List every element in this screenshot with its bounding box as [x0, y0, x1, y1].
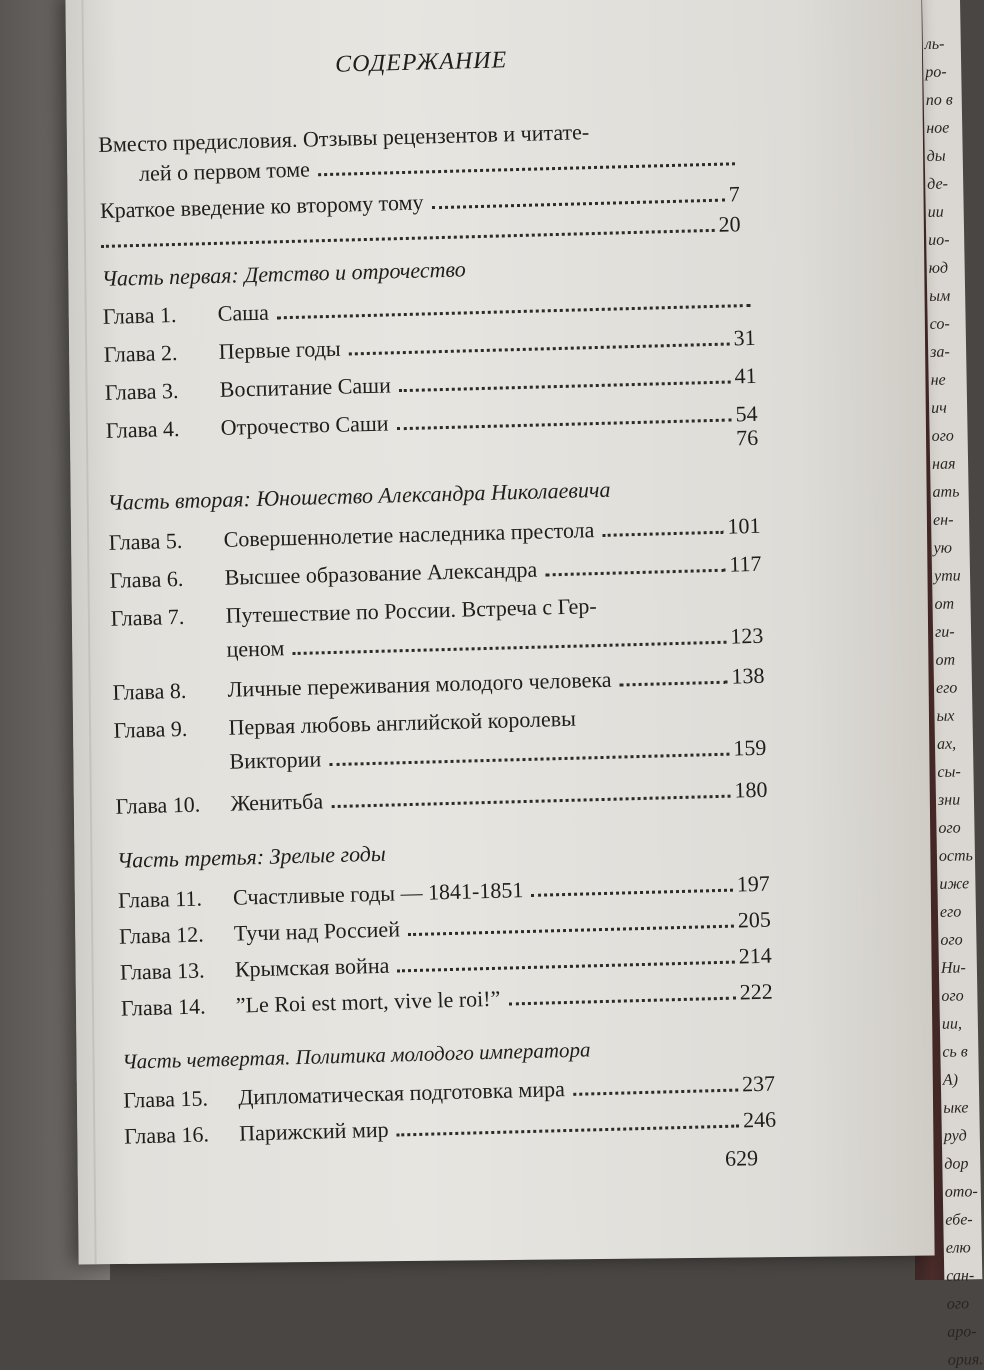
chapter-title-cont: Виктории	[229, 746, 322, 774]
leader-dots	[397, 961, 735, 973]
leader-dots	[318, 162, 735, 176]
chapter-title: Первая любовь английской королевы	[228, 705, 577, 740]
leader-dots	[508, 997, 735, 1006]
facing-fragment: аро-	[947, 1323, 977, 1341]
intro-line1: Вместо предисловия. Отзывы рецензентов и читате-	[97, 119, 590, 157]
facing-fragment: со-	[929, 315, 950, 333]
part-label: Часть вторая:	[107, 486, 252, 515]
facing-fragment: ую	[933, 539, 953, 557]
facing-fragment: не	[930, 371, 946, 389]
page-number: 76	[735, 424, 759, 451]
part-title: Зрелые годы	[269, 840, 387, 869]
facing-fragment: ого	[931, 427, 955, 445]
leader-dots	[432, 199, 725, 210]
page-number: 54	[735, 400, 758, 427]
part-title: Политика молодого императора	[295, 1037, 591, 1070]
facing-fragment: сы-	[937, 763, 961, 781]
facing-fragment: ебе-	[945, 1211, 973, 1229]
chapter-label: Глава 11.	[117, 885, 203, 913]
chapter-label: Глава 6.	[109, 565, 184, 593]
chapter-title: Тучи над Россией	[233, 916, 401, 946]
part-label: Часть четвертая.	[121, 1045, 291, 1074]
facing-fragment: за-	[930, 343, 950, 361]
facing-fragment: дор	[944, 1155, 969, 1173]
facing-fragment: ах,	[936, 735, 957, 753]
page-number: 197	[736, 870, 771, 897]
chapter-label: Глава 12.	[118, 921, 204, 949]
chapter-label: Глава 15.	[122, 1085, 209, 1113]
facing-fragment: от	[934, 595, 955, 613]
intro-line2: лей о первом томе	[138, 156, 311, 186]
chapter-label: Глава 4.	[105, 415, 180, 443]
chapter-title: Саша	[217, 299, 270, 326]
chapter-title: Совершеннолетие наследника престола	[223, 517, 595, 552]
facing-fragment: ии,	[941, 1015, 963, 1033]
facing-fragment: ио-	[928, 231, 950, 249]
facing-fragment: ль-	[924, 35, 945, 53]
page-number: 138	[731, 662, 765, 689]
chapter-label: Глава 1.	[102, 301, 177, 329]
facing-fragment: ен-	[932, 511, 954, 529]
facing-fragment: его	[939, 903, 962, 921]
page-number: 101	[727, 512, 761, 539]
chapter-title-cont: ценом	[226, 635, 285, 662]
page-number: 222	[739, 978, 773, 1005]
facing-fragment: ория.	[947, 1351, 984, 1369]
facing-fragment: юд	[928, 259, 949, 277]
facing-fragment: ги-	[934, 623, 955, 641]
chapter-label	[107, 459, 222, 462]
facing-fragment: ого	[941, 987, 964, 1005]
facing-fragment: ых	[936, 707, 955, 725]
facing-fragment: ого	[940, 931, 963, 949]
leader-dots	[531, 889, 733, 897]
facing-fragment: ии	[927, 203, 944, 221]
facing-fragment: Ни-	[940, 959, 966, 977]
facing-fragment: от	[935, 651, 956, 669]
part-title: Детство и отрочество	[243, 256, 467, 288]
leader-dots	[545, 569, 725, 577]
leader-dots	[397, 1125, 740, 1137]
chapter-label: Глава 7.	[110, 603, 185, 631]
page-number: 117	[728, 550, 762, 577]
facing-fragment: по в	[925, 91, 953, 109]
page-number: 31	[733, 324, 756, 351]
page-number: 246	[742, 1106, 777, 1133]
chapter-title: Путешествие по России. Встреча с Гер-	[225, 593, 598, 628]
facing-fragment: ыке	[943, 1099, 969, 1117]
chapter-label: Глава 16.	[123, 1121, 210, 1149]
chapter-label: Глава 9.	[113, 715, 188, 743]
facing-fragment: ать	[932, 483, 960, 501]
facing-fragment: ого	[938, 819, 961, 837]
chapter-title: Первые годы	[218, 335, 341, 364]
chapter-label: Глава 10.	[115, 791, 201, 819]
leader-dots	[573, 1089, 738, 1096]
chapter-title: Женитьба	[230, 788, 324, 816]
page-title: СОДЕРЖАНИЕ	[334, 47, 508, 78]
chapter-label: Глава 13.	[119, 957, 205, 985]
chapter-label: Глава 2.	[103, 339, 178, 367]
leader-dots	[620, 681, 728, 687]
chapter-label: Глава 5.	[108, 527, 183, 555]
facing-fragment: ото-	[944, 1183, 978, 1201]
facing-fragment: ич	[930, 399, 947, 417]
folio-page-number: 629	[724, 1145, 759, 1171]
chapter-title: Личные переживания молодого человека	[227, 666, 612, 702]
leader-dots	[602, 531, 723, 537]
facing-fragment: сь в	[942, 1043, 968, 1061]
chapter-label: Глава 3.	[104, 377, 179, 405]
page-number: 205	[737, 906, 772, 933]
facing-fragment: елю	[945, 1239, 971, 1257]
chapter-title: Счастливые годы — 1841-1851	[232, 877, 524, 910]
chapter-title: Высшее образование Александра	[224, 556, 538, 590]
facing-fragment: ым	[929, 287, 951, 305]
chapter-label: Глава 14.	[120, 993, 206, 1021]
facing-fragment: руд	[943, 1127, 967, 1145]
leader-dots	[399, 380, 731, 392]
page-number: 123	[730, 622, 764, 649]
chapter-title: Воспитание Саши	[219, 372, 392, 402]
part-title: Юношество Александра Николаевича	[256, 476, 611, 511]
chapter-title: Парижский мир	[238, 1116, 389, 1146]
facing-fragment: сан-	[946, 1267, 975, 1285]
part-label: Часть третья:	[116, 843, 265, 873]
chapter-label: Глава 8.	[112, 677, 187, 705]
chapter-title: ”Le Roi est mort, vive le roi!”	[235, 985, 501, 1018]
facing-fragment: ость	[938, 847, 974, 865]
page-number: 214	[738, 942, 773, 969]
part-label: Часть первая:	[101, 262, 240, 291]
page-number: 7	[728, 181, 741, 207]
leader-dots	[408, 925, 734, 937]
page-number: 20	[718, 211, 741, 237]
chapter-title: Отрочество Саши	[220, 410, 389, 440]
chapter-title: Крымская война	[234, 952, 390, 982]
facing-fragment: его	[935, 679, 958, 697]
page-number: 180	[734, 776, 768, 803]
intro-entry	[98, 113, 741, 256]
chapter-title: Дипломатическая подготовка мира	[237, 1076, 566, 1110]
intro-second: Краткое введение ко второму тому	[99, 189, 424, 223]
facing-fragment: ды	[926, 147, 946, 165]
facing-fragment: ро-	[925, 63, 947, 81]
facing-fragment: ого	[946, 1295, 970, 1313]
facing-fragment: де-	[927, 175, 949, 193]
facing-fragment: иже	[939, 875, 970, 893]
facing-fragment: ути	[933, 567, 961, 585]
page-edge	[81, 0, 96, 1264]
page-number: 237	[741, 1070, 776, 1097]
facing-fragment: ное	[926, 119, 950, 137]
page-number: 41	[734, 362, 757, 389]
facing-fragment: А)	[942, 1071, 959, 1089]
facing-fragment: ная	[931, 455, 956, 473]
facing-fragment: зни	[937, 791, 961, 809]
page-number: 159	[732, 734, 767, 761]
